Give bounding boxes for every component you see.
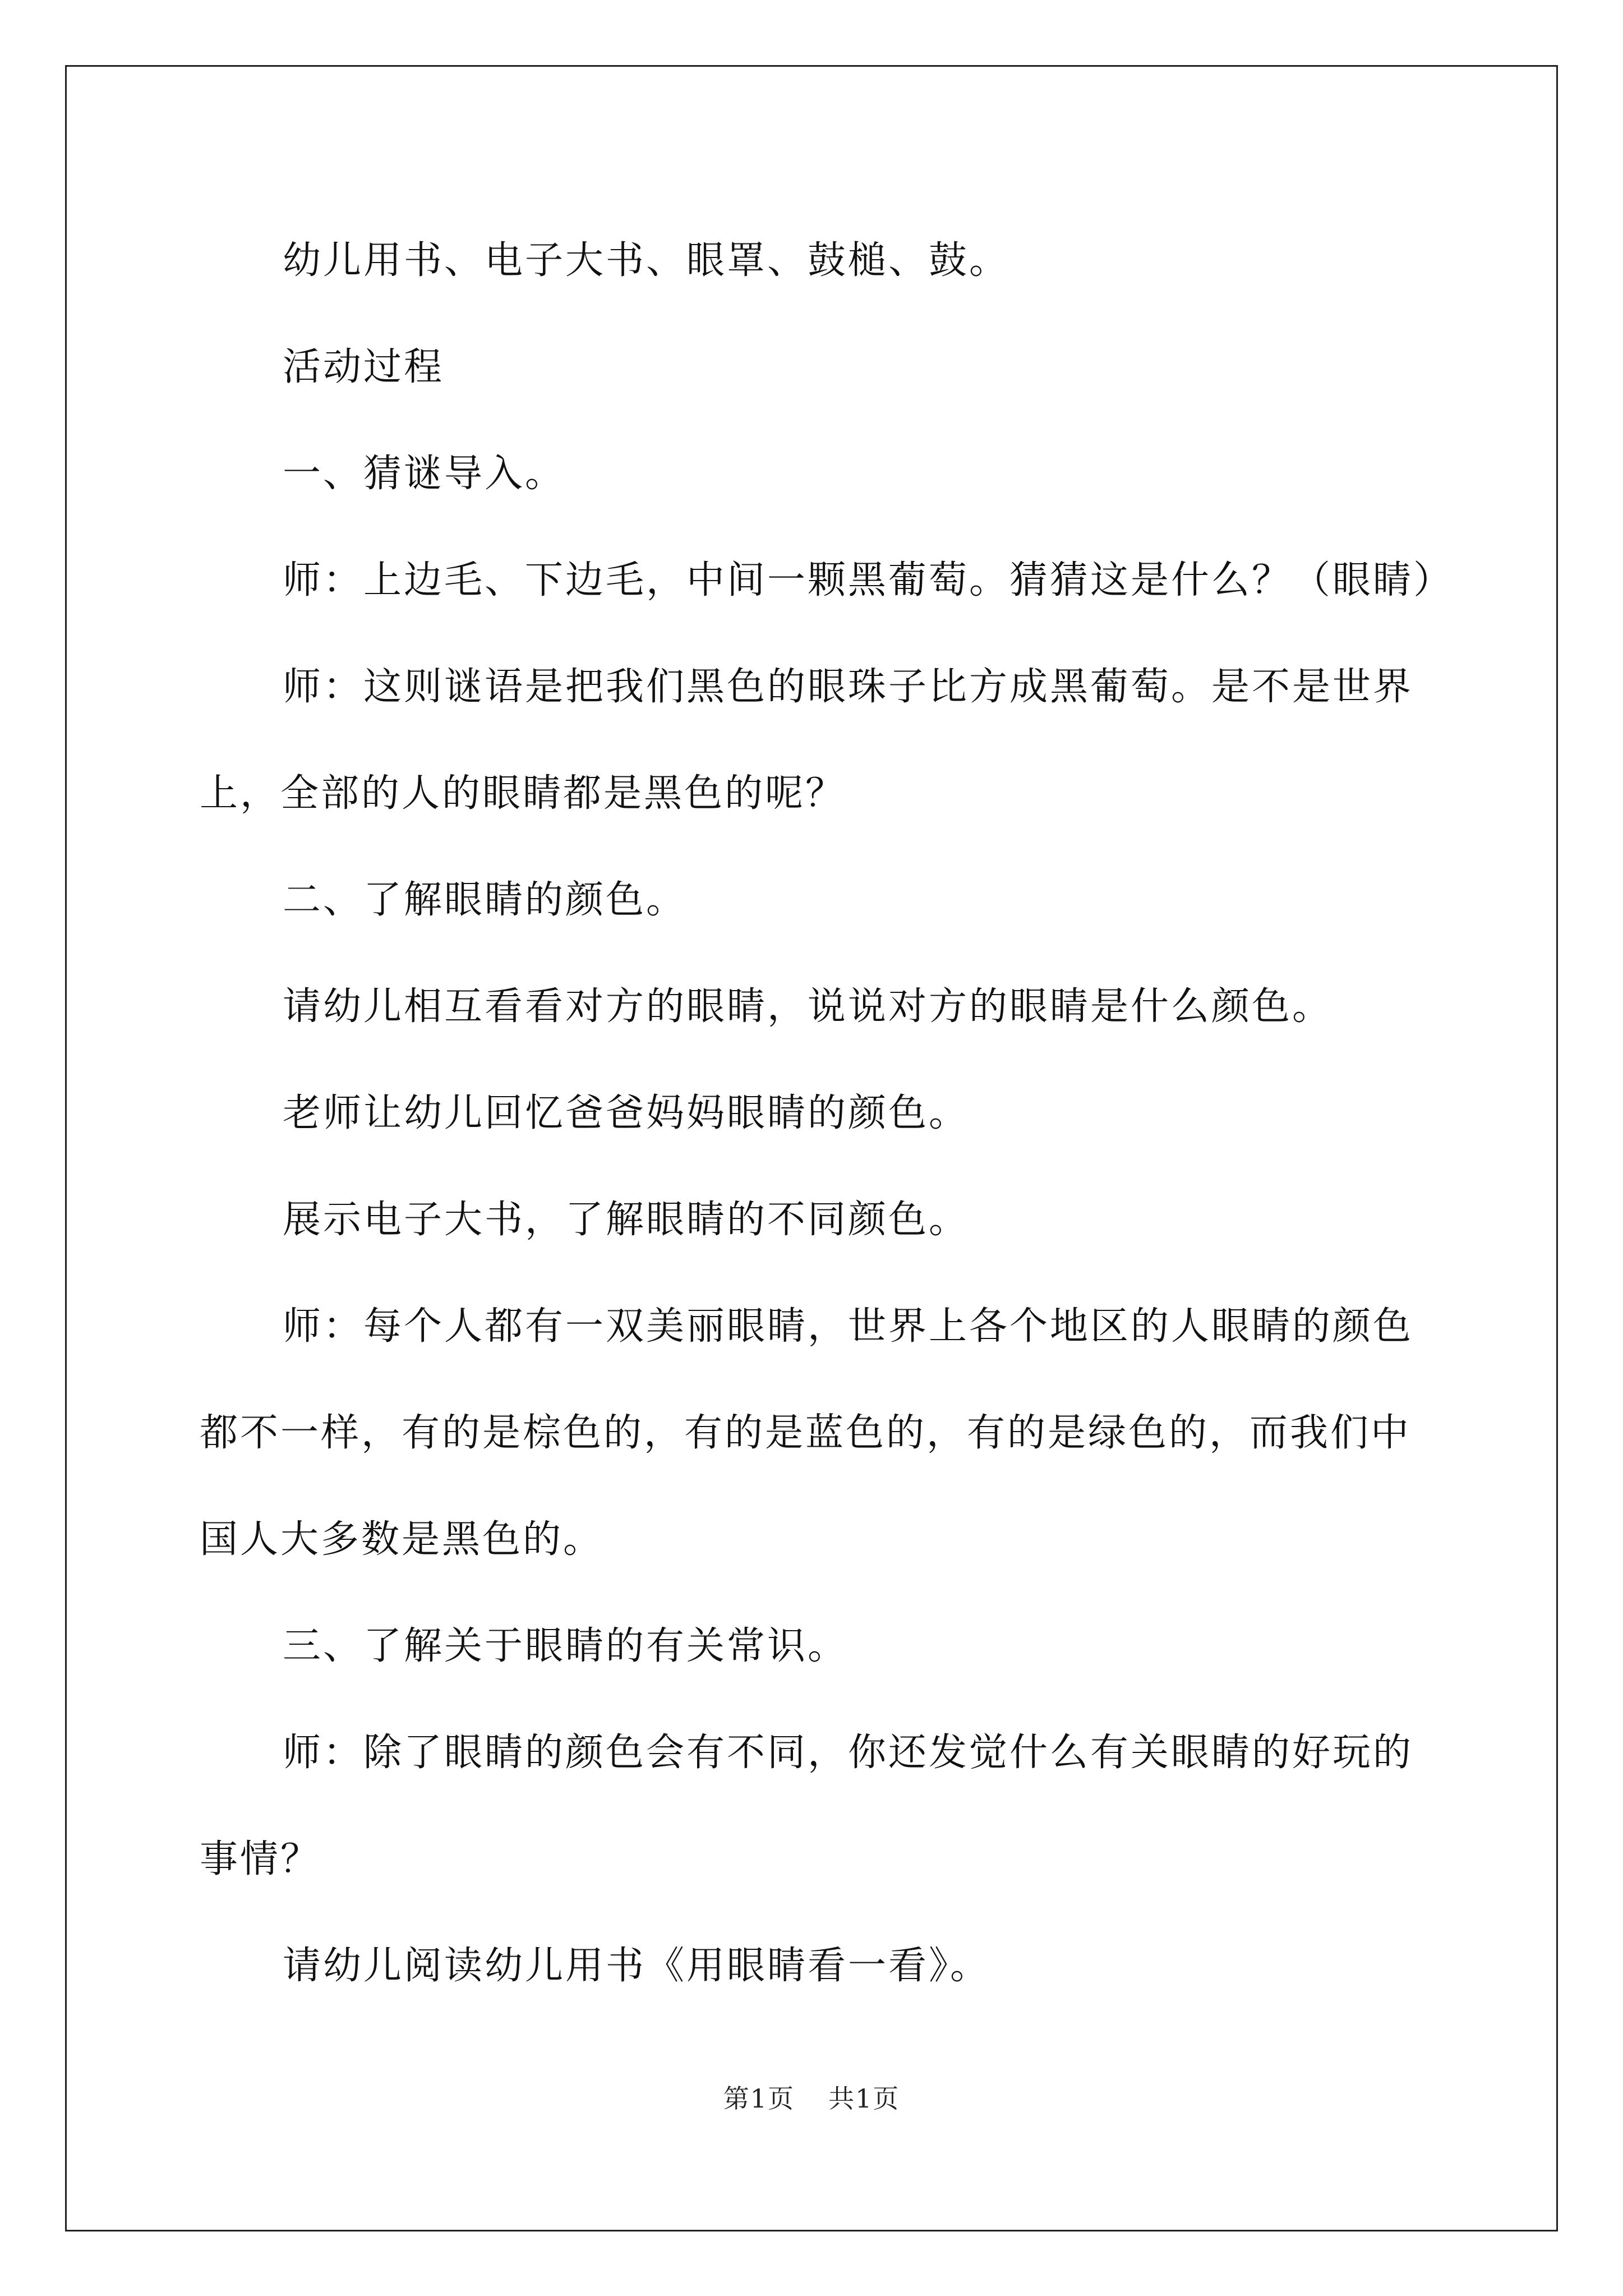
paragraph-discover-line-1: 师：除了眼睛的颜色会有不同，你还发觉什么有关眼睛的好玩的 [283, 1731, 1414, 1775]
page-number: 第1页 [723, 2083, 795, 2114]
paragraph-riddle: 师：上边毛、下边毛，中间一颗黑葡萄。猜猜这是什么？（眼睛） [283, 558, 1454, 602]
paragraph-activity-heading: 活动过程 [283, 345, 445, 389]
document-body [200, 208, 1454, 2019]
paragraph-eye-colors-line-3: 国人大多数是黑色的。 [200, 1517, 604, 1562]
paragraph-riddle-explain-line-1: 师：这则谜语是把我们黑色的眼珠子比方成黑葡萄。是不是世界 [283, 665, 1414, 709]
section-heading-2: 二、了解眼睛的颜色。 [283, 878, 687, 922]
section-heading-1: 一、猜谜导入。 [283, 452, 566, 496]
paragraph-eye-colors-line-1: 师：每个人都有一双美丽眼睛，世界上各个地区的人眼睛的颜色 [283, 1304, 1414, 1349]
paragraph-discover-line-2: 事情？ [200, 1837, 321, 1881]
section-heading-3: 三、了解关于眼睛的有关常识。 [283, 1624, 849, 1668]
total-pages: 共1页 [828, 2083, 900, 2114]
paragraph-look-each-other: 请幼儿相互看看对方的眼睛，说说对方的眼睛是什么颜色。 [283, 984, 1333, 1029]
paragraph-riddle-explain-line-2: 上，全部的人的眼睛都是黑色的呢？ [200, 771, 846, 816]
paragraph-eye-colors-line-2: 都不一样，有的是棕色的，有的是蓝色的，有的是绿色的，而我们中 [200, 1411, 1412, 1455]
paragraph-show-ebook: 展示电子大书，了解眼睛的不同颜色。 [283, 1198, 970, 1242]
paragraph-read-book: 请幼儿阅读幼儿用书《用眼睛看一看》。 [283, 1944, 991, 1988]
paragraph-recall-parents: 老师让幼儿回忆爸爸妈妈眼睛的颜色。 [283, 1091, 970, 1135]
paragraph-materials: 幼儿用书、电子大书、眼罩、鼓槌、鼓。 [283, 238, 1010, 283]
page-footer [0, 2078, 1623, 2115]
